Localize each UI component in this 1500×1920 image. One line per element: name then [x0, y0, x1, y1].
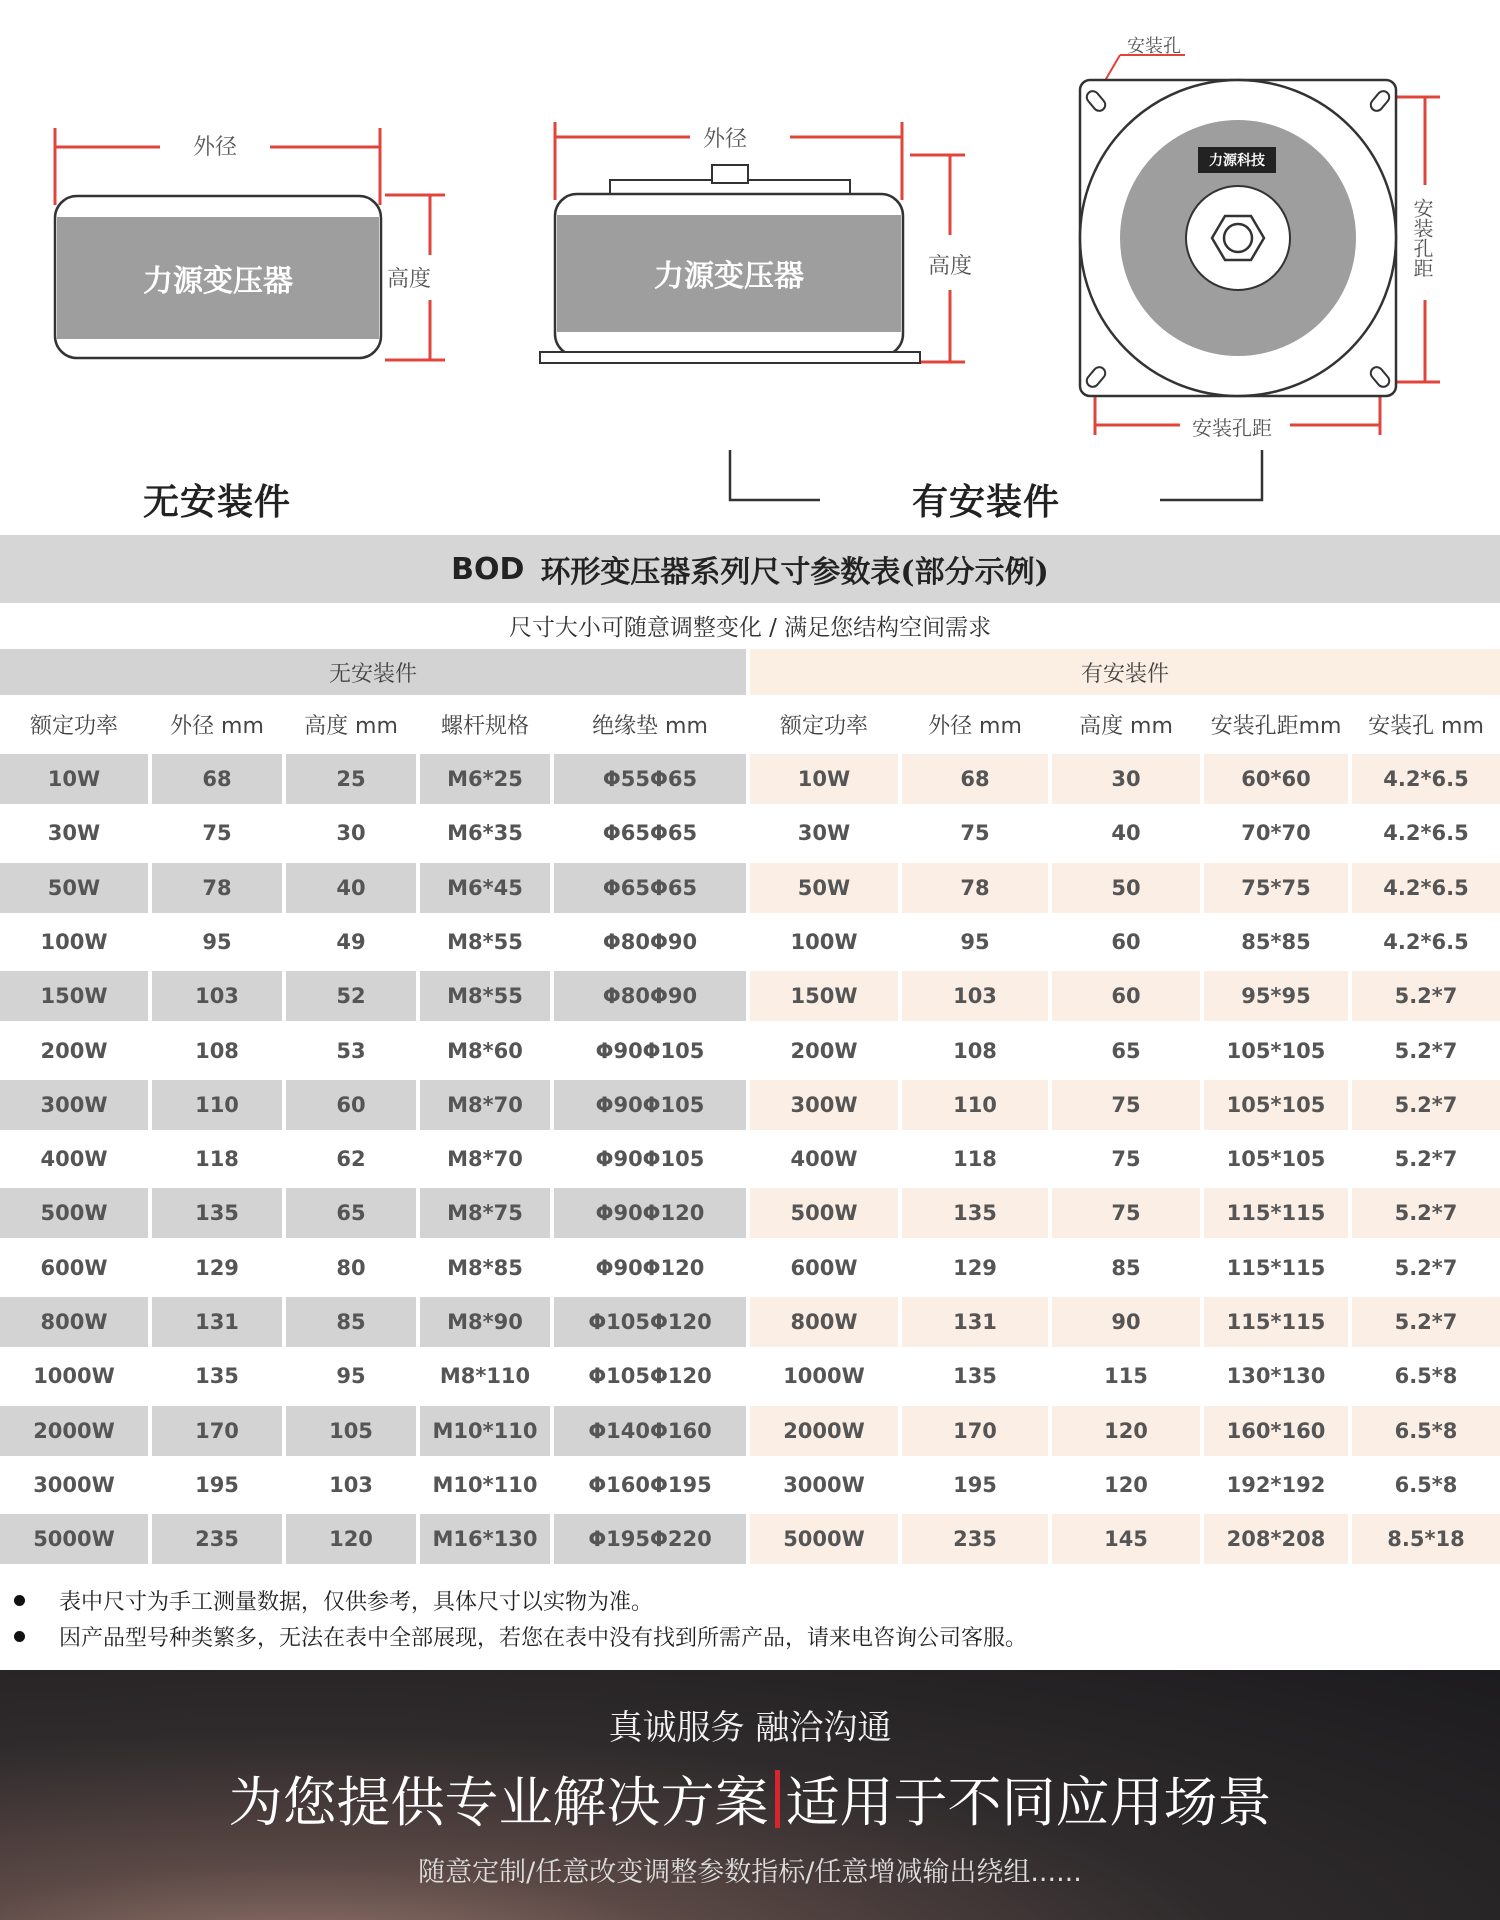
table-cell: 400W — [0, 1134, 148, 1184]
table-cell: 120 — [1052, 1460, 1200, 1510]
service-banner — [0, 1670, 1500, 1920]
table-cell: 129 — [152, 1243, 282, 1293]
table-title-prefix: BOD — [451, 551, 525, 587]
table-cell: 53 — [286, 1026, 416, 1076]
table-cell: Φ80Φ90 — [554, 917, 746, 967]
banner-headline — [0, 1760, 1500, 1837]
mounting-hole-label: 安装孔 — [1127, 36, 1181, 57]
table-cell: 85 — [286, 1297, 416, 1347]
table-cell: 78 — [902, 863, 1048, 913]
banner-headline-left: 为您提供专业解决方案 — [228, 1771, 769, 1834]
table-cell: 800W — [750, 1297, 898, 1347]
column-header: 安装孔距mm — [1204, 699, 1348, 749]
table-cell: 4.2*6.5 — [1352, 808, 1500, 858]
table-cell: 150W — [0, 971, 148, 1021]
table-cell: 5.2*7 — [1352, 971, 1500, 1021]
table-cell: 1000W — [0, 1351, 148, 1401]
table-cell: 115*115 — [1204, 1243, 1348, 1293]
table-cell: 110 — [152, 1080, 282, 1130]
left-outer-label: 外径 — [193, 135, 238, 160]
table-cell: 600W — [0, 1243, 148, 1293]
column-header: 外径 mm — [152, 699, 282, 749]
table-cell: 192*192 — [1204, 1460, 1348, 1510]
table-cell: 95*95 — [1204, 971, 1348, 1021]
bullet-icon — [14, 1595, 25, 1606]
table-cell: 170 — [902, 1406, 1048, 1456]
table-cell: 5.2*7 — [1352, 1026, 1500, 1076]
table-cell: 75 — [902, 808, 1048, 858]
table-cell: 5.2*7 — [1352, 1243, 1500, 1293]
table-cell: 75 — [1052, 1080, 1200, 1130]
table-cell: 105*105 — [1204, 1026, 1348, 1076]
notes-section — [0, 1575, 1500, 1665]
table-cell: 2000W — [0, 1406, 148, 1456]
table-cell: 5.2*7 — [1352, 1188, 1500, 1238]
table-cell: Φ90Φ105 — [554, 1026, 746, 1076]
table-cell: 50 — [1052, 863, 1200, 913]
table-cell: M6*45 — [420, 863, 550, 913]
table-cell: Φ90Φ120 — [554, 1188, 746, 1238]
left-height-label: 高度 — [387, 267, 432, 292]
table-cell: 145 — [1052, 1514, 1200, 1564]
table-cell: 200W — [0, 1026, 148, 1076]
hole-spacing-vertical-label: 安装孔距 — [1410, 198, 1434, 278]
table-cell: 135 — [902, 1351, 1048, 1401]
table-cell: 120 — [1052, 1406, 1200, 1456]
table-subtitle: 尺寸大小可随意调整变化 / 满足您结构空间需求 — [0, 603, 1500, 647]
middle-transformer-text: 力源变压器 — [654, 259, 804, 294]
table-cell: 95 — [152, 917, 282, 967]
table-cell: 103 — [286, 1460, 416, 1510]
column-header: 螺杆规格 — [420, 699, 550, 749]
table-cell: 115 — [1052, 1351, 1200, 1401]
table-cell: 2000W — [750, 1406, 898, 1456]
table-cell: 131 — [902, 1297, 1048, 1347]
table-cell: 5000W — [750, 1514, 898, 1564]
table-cell: Φ65Φ65 — [554, 863, 746, 913]
table-cell: M8*75 — [420, 1188, 550, 1238]
table-cell: Φ55Φ65 — [554, 754, 746, 804]
table-cell: 75 — [1052, 1188, 1200, 1238]
table-cell: M10*110 — [420, 1406, 550, 1456]
table-cell: M6*35 — [420, 808, 550, 858]
table-cell: 120 — [286, 1514, 416, 1564]
table-cell: 300W — [0, 1080, 148, 1130]
table-cell: Φ80Φ90 — [554, 971, 746, 1021]
table-cell: 3000W — [0, 1460, 148, 1510]
table-cell: 103 — [902, 971, 1048, 1021]
bullet-icon — [14, 1631, 25, 1642]
note-text: 表中尺寸为手工测量数据，仅供参考，具体尺寸以实物为准。 — [59, 1590, 654, 1615]
table-cell: 135 — [152, 1188, 282, 1238]
table-cell: M8*55 — [420, 917, 550, 967]
table-cell: 115*115 — [1204, 1188, 1348, 1238]
column-header: 绝缘垫 mm — [554, 699, 746, 749]
table-cell: 235 — [152, 1514, 282, 1564]
hole-spacing-horizontal-label: 安装孔距 — [1192, 416, 1272, 440]
table-cell: 85 — [1052, 1243, 1200, 1293]
caption-bracket-left — [730, 450, 820, 500]
table-cell: 105 — [286, 1406, 416, 1456]
table-cell: M8*70 — [420, 1134, 550, 1184]
table-cell: 68 — [902, 754, 1048, 804]
table-cell: 6.5*8 — [1352, 1351, 1500, 1401]
table-cell: 90 — [1052, 1297, 1200, 1347]
column-header: 额定功率 — [750, 699, 898, 749]
table-cell: 95 — [902, 917, 1048, 967]
table-cell: 118 — [902, 1134, 1048, 1184]
table-cell: 6.5*8 — [1352, 1460, 1500, 1510]
table-cell: 49 — [286, 917, 416, 967]
table-cell: 130*130 — [1204, 1351, 1348, 1401]
table-cell: 4.2*6.5 — [1352, 917, 1500, 967]
table-cell: 500W — [0, 1188, 148, 1238]
table-cell: 60*60 — [1204, 754, 1348, 804]
table-cell: Φ65Φ65 — [554, 808, 746, 858]
table-cell: 10W — [0, 754, 148, 804]
table-cell: 30W — [0, 808, 148, 858]
table-cell: 50W — [750, 863, 898, 913]
table-cell: Φ105Φ120 — [554, 1297, 746, 1347]
table-cell: 80 — [286, 1243, 416, 1293]
table-cell: 118 — [152, 1134, 282, 1184]
table-cell: 200W — [750, 1026, 898, 1076]
table-cell: 195 — [152, 1460, 282, 1510]
table-cell: 170 — [152, 1406, 282, 1456]
table-cell: 75 — [1052, 1134, 1200, 1184]
table-cell: 300W — [750, 1080, 898, 1130]
diagrams-section — [0, 0, 1500, 535]
table-cell: 150W — [750, 971, 898, 1021]
table-cell: 8.5*18 — [1352, 1514, 1500, 1564]
table-cell: 110 — [902, 1080, 1048, 1130]
column-header: 高度 mm — [286, 699, 416, 749]
banner-separator — [775, 1770, 780, 1828]
caption-bracket-right — [1160, 450, 1262, 500]
table-title: 环形变压器系列尺寸参数表(部分示例) — [540, 555, 1049, 590]
table-cell: 4.2*6.5 — [1352, 754, 1500, 804]
table-cell: Φ195Φ220 — [554, 1514, 746, 1564]
caption-no-mounting: 无安装件 — [143, 482, 292, 523]
table-cell: 78 — [152, 863, 282, 913]
table-cell: 30W — [750, 808, 898, 858]
table-cell: 1000W — [750, 1351, 898, 1401]
table-cell: Φ160Φ195 — [554, 1460, 746, 1510]
table-cell: 30 — [1052, 754, 1200, 804]
table-cell: 400W — [750, 1134, 898, 1184]
banner-description: 随意定制/任意改变调整参数指标/任意增减输出绕组...... — [418, 1857, 1082, 1888]
table-cell: 103 — [152, 971, 282, 1021]
table-cell: 160*160 — [1204, 1406, 1348, 1456]
table-cell: 500W — [750, 1188, 898, 1238]
column-header: 安装孔 mm — [1352, 699, 1500, 749]
table-title-bar — [0, 535, 1500, 603]
table-cell: M8*70 — [420, 1080, 550, 1130]
table-cell: M16*130 — [420, 1514, 550, 1564]
table-cell: 108 — [902, 1026, 1048, 1076]
banner-tagline: 真诚服务 融洽沟通 — [608, 1708, 892, 1748]
table-cell: Φ140Φ160 — [554, 1406, 746, 1456]
table-cell: 25 — [286, 754, 416, 804]
table-cell: 10W — [750, 754, 898, 804]
middle-transformer-bolt — [712, 165, 748, 183]
table-cell: M8*55 — [420, 971, 550, 1021]
column-header: 高度 mm — [1052, 699, 1200, 749]
table-cell: 115*115 — [1204, 1297, 1348, 1347]
table-cell: 5.2*7 — [1352, 1297, 1500, 1347]
table-cell: 195 — [902, 1460, 1048, 1510]
table-cell: 235 — [902, 1514, 1048, 1564]
note-item — [14, 1621, 1027, 1652]
table-cell: M8*60 — [420, 1026, 550, 1076]
table-cell: 65 — [286, 1188, 416, 1238]
note-text: 因产品型号种类繁多，无法在表中全部展现，若您在表中没有找到所需产品，请来电咨询公司客服。 — [59, 1626, 1028, 1651]
table-cell: 40 — [1052, 808, 1200, 858]
table-cell: 52 — [286, 971, 416, 1021]
logo-text: 力源科技 — [1209, 153, 1265, 169]
table-cell: 600W — [750, 1243, 898, 1293]
table-cell: M10*110 — [420, 1460, 550, 1510]
table-cell: 5.2*7 — [1352, 1134, 1500, 1184]
caption-with-mounting: 有安装件 — [912, 482, 1061, 523]
table-cell: 4.2*6.5 — [1352, 863, 1500, 913]
table-cell: M8*90 — [420, 1297, 550, 1347]
table-cell: 129 — [902, 1243, 1048, 1293]
table-cell: 68 — [152, 754, 282, 804]
table-cell: 60 — [286, 1080, 416, 1130]
table-cell: Φ90Φ105 — [554, 1134, 746, 1184]
table-cell: 60 — [1052, 971, 1200, 1021]
note-item — [14, 1585, 653, 1616]
table-cell: 70*70 — [1204, 808, 1348, 858]
table-cell: M8*85 — [420, 1243, 550, 1293]
table-cell: 100W — [0, 917, 148, 967]
table-cell: 135 — [902, 1188, 1048, 1238]
group-header-with-mounting: 有安装件 — [750, 649, 1500, 695]
table-cell: 60 — [1052, 917, 1200, 967]
middle-height-label: 高度 — [928, 254, 973, 279]
table-cell: 85*85 — [1204, 917, 1348, 967]
table-cell: 105*105 — [1204, 1080, 1348, 1130]
middle-mounting-plate — [540, 352, 920, 363]
table-cell: 75 — [152, 808, 282, 858]
table-cell: 40 — [286, 863, 416, 913]
group-header-no-mounting: 无安装件 — [0, 649, 746, 695]
table-cell: Φ105Φ120 — [554, 1351, 746, 1401]
table-cell: Φ90Φ105 — [554, 1080, 746, 1130]
banner-headline-right: 适用于不同应用场景 — [785, 1771, 1272, 1834]
table-cell: 800W — [0, 1297, 148, 1347]
column-header: 额定功率 — [0, 699, 148, 749]
table-cell: M8*110 — [420, 1351, 550, 1401]
table-cell: Φ90Φ120 — [554, 1243, 746, 1293]
table-cell: 6.5*8 — [1352, 1406, 1500, 1456]
table-cell: 95 — [286, 1351, 416, 1401]
table-cell: 65 — [1052, 1026, 1200, 1076]
table-cell: 50W — [0, 863, 148, 913]
column-header: 外径 mm — [902, 699, 1048, 749]
table-cell: 135 — [152, 1351, 282, 1401]
table-cell: 5000W — [0, 1514, 148, 1564]
table-cell: 105*105 — [1204, 1134, 1348, 1184]
left-transformer-text: 力源变压器 — [143, 264, 293, 299]
table-cell: 108 — [152, 1026, 282, 1076]
table-cell: 208*208 — [1204, 1514, 1348, 1564]
table-cell: M6*25 — [420, 754, 550, 804]
table-cell: 3000W — [750, 1460, 898, 1510]
table-cell: 100W — [750, 917, 898, 967]
table-cell: 5.2*7 — [1352, 1080, 1500, 1130]
table-cell: 62 — [286, 1134, 416, 1184]
table-cell: 30 — [286, 808, 416, 858]
table-cell: 131 — [152, 1297, 282, 1347]
table-cell: 75*75 — [1204, 863, 1348, 913]
middle-outer-label: 外径 — [703, 127, 748, 152]
